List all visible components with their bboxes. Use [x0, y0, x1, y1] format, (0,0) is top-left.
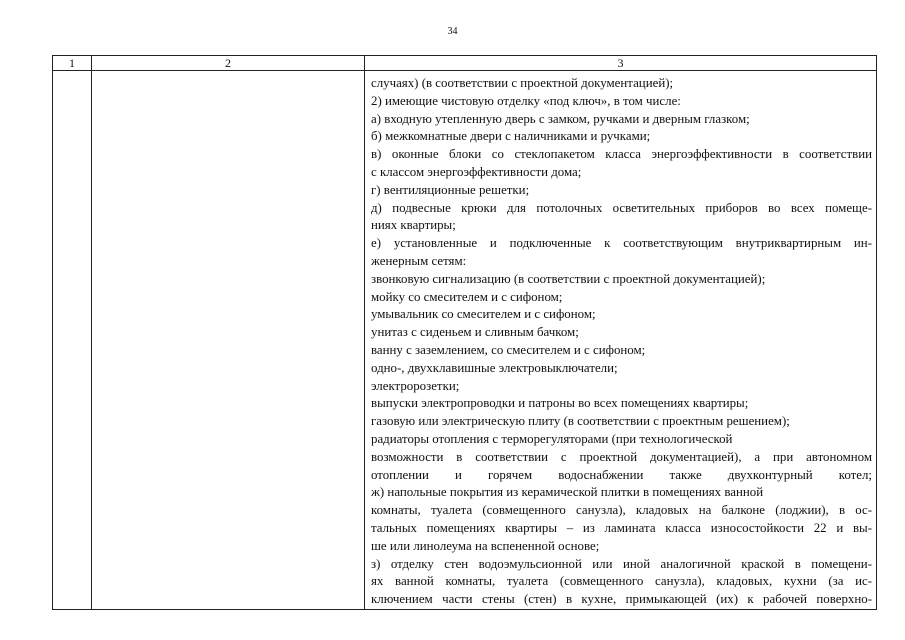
text-line: тальных помещениях квартиры – из ламината класса износостойкости 22 и вы-	[371, 520, 872, 535]
cell-column-3	[365, 71, 877, 610]
text-line: выпуски электропроводки и патроны во всех помещениях квартиры;	[371, 396, 749, 411]
text-line: е) установленные и подключенные к соответствующим внутриквартирным ин-	[371, 236, 872, 251]
column-header-3: 3	[365, 56, 877, 71]
table-header-row	[53, 56, 877, 71]
text-line: электророзетки;	[371, 378, 460, 393]
text-line: ключением части стены (стен) в кухне, примыкающей (их) к рабочей поверхно-	[371, 592, 872, 607]
text-line: ях ванной комнаты, туалета (совмещенного санузла), кладовых, кухни (за ис-	[371, 574, 872, 589]
cell-column-2	[92, 71, 365, 610]
text-line: ниях квартиры;	[371, 218, 456, 233]
text-line: г) вентиляционные решетки;	[371, 182, 530, 197]
text-line: б) межкомнатные двери с наличниками и ручками;	[371, 129, 651, 144]
text-line: радиаторы отопления с терморегуляторами (при технологической	[371, 431, 733, 446]
text-line: 2) имеющие чистовую отделку «под ключ», в том числе:	[371, 93, 681, 108]
column-header-1: 1	[53, 56, 92, 71]
column-header-2: 2	[92, 56, 365, 71]
text-line: звонковую сигнализацию (в соответствии с проектной документацией);	[371, 271, 766, 286]
text-line: комнаты, туалета (совмещенного санузла), кладовых на балконе (лоджии), в ос-	[371, 503, 872, 518]
text-line: умывальник со смесителем и с сифоном;	[371, 307, 596, 322]
page-number: 34	[447, 26, 458, 37]
text-line: одно-, двухклавишные электровыключатели;	[371, 360, 618, 375]
text-line: д) подвесные крюки для потолочных осветительных приборов во всех помеще-	[371, 200, 872, 215]
text-line: ж) напольные покрытия из керамической плитки в помещениях ванной	[371, 485, 764, 500]
column-3-text	[365, 71, 876, 609]
text-line: газовую или электрическую плиту (в соответствии с проектным решением);	[371, 414, 790, 429]
requirements-table	[52, 55, 877, 610]
text-line: возможности в соответствии с проектной документацией), а при автономном	[371, 449, 872, 464]
text-line: мойку со смесителем и с сифоном;	[371, 289, 563, 304]
text-line: отоплении и горячем водоснабжении также двухконтурный котел;	[371, 467, 872, 482]
text-line: ванну с заземлением, со смесителем и с сифоном;	[371, 342, 646, 357]
text-line: з) отделку стен водоэмульсионной или иной аналогичной краской в помещени-	[371, 556, 872, 571]
text-line: женерным сетям:	[371, 253, 467, 268]
text-line: а) входную утепленную дверь с замком, ручками и дверным глазком;	[371, 111, 750, 126]
text-line: случаях) (в соответствии с проектной документацией);	[371, 76, 674, 90]
text-line: унитаз с сиденьем и сливным бачком;	[371, 325, 579, 340]
text-line: в) оконные блоки со стеклопакетом класса энергоэффективности в соответствии	[371, 147, 872, 162]
cell-column-1	[53, 71, 92, 610]
text-line: ше или линолеума на вспененной основе;	[371, 538, 600, 553]
table-row	[53, 71, 877, 610]
text-line: с классом энергоэффективности дома;	[371, 164, 582, 179]
